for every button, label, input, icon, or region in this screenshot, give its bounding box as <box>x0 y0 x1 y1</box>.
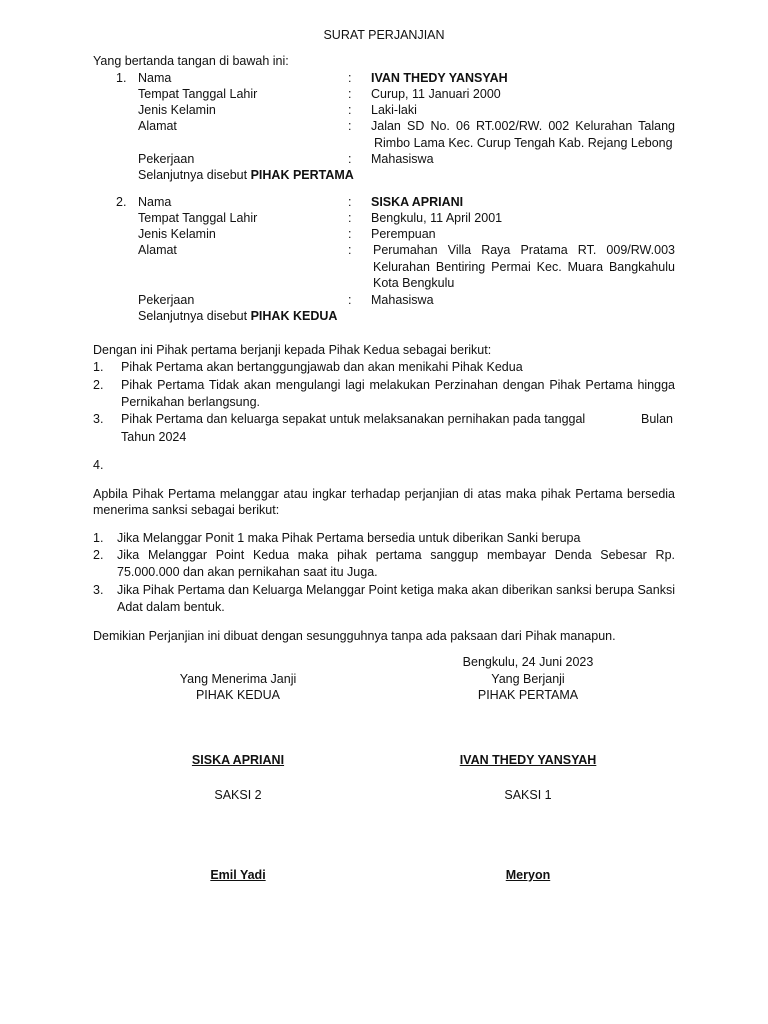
party-1-gender-label: Jenis Kelamin <box>138 103 216 117</box>
party-1-alias: PIHAK PERTAMA <box>250 168 354 182</box>
agreement-lead: Dengan ini Pihak pertama berjanji kepada Pihak Kedua sebagai berikut: <box>93 343 492 357</box>
intro-text: Yang bertanda tangan di bawah ini: <box>93 54 289 68</box>
sanction-item-number: 2. <box>93 548 104 562</box>
right-role: Yang Berjanji <box>491 672 565 686</box>
sanction-item-text: 75.000.000 dan akan pernikahan saat itu Juga. <box>117 565 378 579</box>
colon: : <box>348 293 352 307</box>
right-witness-label: SAKSI 1 <box>504 788 552 802</box>
agreement-item-text: Pihak Pertama Tidak akan mengulangi lagi melakukan Perzinahan dengan Pihak Pertama hingga <box>121 378 675 392</box>
left-signatory-name <box>138 752 338 768</box>
party-2-job-label: Pekerjaan <box>138 293 195 307</box>
colon: : <box>348 87 352 101</box>
party-2-job: Mahasiswa <box>371 293 434 307</box>
agreement-item-bulan: Bulan <box>641 412 673 426</box>
sanction-lead-line-1: Apbila Pihak Pertama melanggar atau ingkar terhadap perjanjian di atas maka pihak Pertama bersedia <box>93 487 675 501</box>
left-signatory-name-text: SISKA APRIANI <box>191 753 285 767</box>
party-2-name-label: Nama <box>138 195 172 209</box>
left-role: Yang Menerima Janji <box>179 672 297 686</box>
right-witness-name-text: Meryon <box>505 868 551 882</box>
sanction-item-number: 3. <box>93 583 104 597</box>
sanction-item-text: Jika Melanggar Ponit 1 maka Pihak Pertama bersedia untuk diberikan Sanki berupa <box>117 531 581 545</box>
closing-statement: Demikian Perjanjian ini dibuat dengan sesungguhnya tanpa ada paksaan dari Pihak manapun. <box>93 629 616 643</box>
party-1-address-line-2: Rimbo Lama Kec. Curup Tengah Kab. Rejang Lebong <box>374 136 673 150</box>
colon: : <box>348 71 352 85</box>
party-2-gender-label: Jenis Kelamin <box>138 227 216 241</box>
sanction-lead-line-2: menerima sanksi sebagai berikut: <box>93 503 280 517</box>
party-2-number: 2. <box>116 195 127 209</box>
sanction-item-text: Jika Melanggar Point Kedua maka pihak pertama sanggup membayar Denda Sebesar Rp. <box>117 548 675 562</box>
document-title: SURAT PERJANJIAN <box>323 28 445 42</box>
colon: : <box>348 227 352 241</box>
colon: : <box>348 152 352 166</box>
party-1-job-label: Pekerjaan <box>138 152 195 166</box>
party-2-gender: Perempuan <box>371 227 436 241</box>
party-1-job: Mahasiswa <box>371 152 434 166</box>
alias-prefix: Selanjutnya disebut <box>138 168 251 182</box>
agreement-item-text: Tahun 2024 <box>121 430 187 444</box>
place-date: Bengkulu, 24 Juni 2023 <box>462 655 594 669</box>
left-witness-name-text: Emil Yadi <box>210 868 266 882</box>
alias-prefix: Selanjutnya disebut <box>138 309 251 323</box>
agreement-item-number: 3. <box>93 412 104 426</box>
left-witness-name <box>138 867 338 883</box>
agreement-item-number: 4. <box>93 458 104 472</box>
party-1-birth: Curup, 11 Januari 2000 <box>371 87 501 101</box>
agreement-item-number: 2. <box>93 378 104 392</box>
agreement-item-number: 1. <box>93 360 104 374</box>
party-1-alias-line <box>138 167 354 183</box>
colon: : <box>348 195 352 209</box>
sanction-item-text: Jika Pihak Pertama dan Keluarga Melanggar Point ketiga maka akan diberikan sanksi berupa Sanksi <box>117 583 675 597</box>
right-signatory-name <box>428 752 628 768</box>
party-2-address-line-2: Kelurahan Bentiring Permai Kec. Muara Bangkahulu <box>373 260 675 274</box>
left-party: PIHAK KEDUA <box>195 688 281 702</box>
party-2-address-line-1: Perumahan Villa Raya Pratama RT. 009/RW.003 <box>373 243 675 257</box>
party-2-address-label: Alamat <box>138 243 177 257</box>
agreement-item-text: Pernikahan berlangsung. <box>121 395 260 409</box>
party-1-gender: Laki-laki <box>371 103 417 117</box>
party-1-address-line-1: Jalan SD No. 06 RT.002/RW. 002 Kelurahan Talang <box>371 119 675 133</box>
party-1-birth-label: Tempat Tanggal Lahir <box>138 87 258 101</box>
colon: : <box>348 119 352 133</box>
party-1-address-label: Alamat <box>138 119 177 133</box>
party-2-alias: PIHAK KEDUA <box>250 309 338 323</box>
agreement-item-text: Pihak Pertama akan bertanggungjawab dan akan menikahi Pihak Kedua <box>121 360 523 374</box>
agreement-item-text: Pihak Pertama dan keluarga sepakat untuk melaksanakan pernihakan pada tanggal <box>121 412 586 426</box>
party-2-birth-label: Tempat Tanggal Lahir <box>138 211 258 225</box>
sanction-item-text: Adat dalam bentuk. <box>117 600 225 614</box>
party-1-number: 1. <box>116 71 127 85</box>
party-2-name: SISKA APRIANI <box>371 195 464 209</box>
right-witness-name <box>428 867 628 883</box>
party-1-name-label: Nama <box>138 71 172 85</box>
right-party: PIHAK PERTAMA <box>477 688 579 702</box>
party-2-birth: Bengkulu, 11 April 2001 <box>371 211 503 225</box>
sanction-item-number: 1. <box>93 531 104 545</box>
party-1-name: IVAN THEDY YANSYAH <box>371 71 508 85</box>
party-2-address-line-3: Kota Bengkulu <box>373 276 455 290</box>
party-2-alias-line <box>138 308 337 324</box>
left-witness-label: SAKSI 2 <box>214 788 262 802</box>
colon: : <box>348 103 352 117</box>
right-signatory-name-text: IVAN THEDY YANSYAH <box>459 753 597 767</box>
colon: : <box>348 243 352 257</box>
colon: : <box>348 211 352 225</box>
